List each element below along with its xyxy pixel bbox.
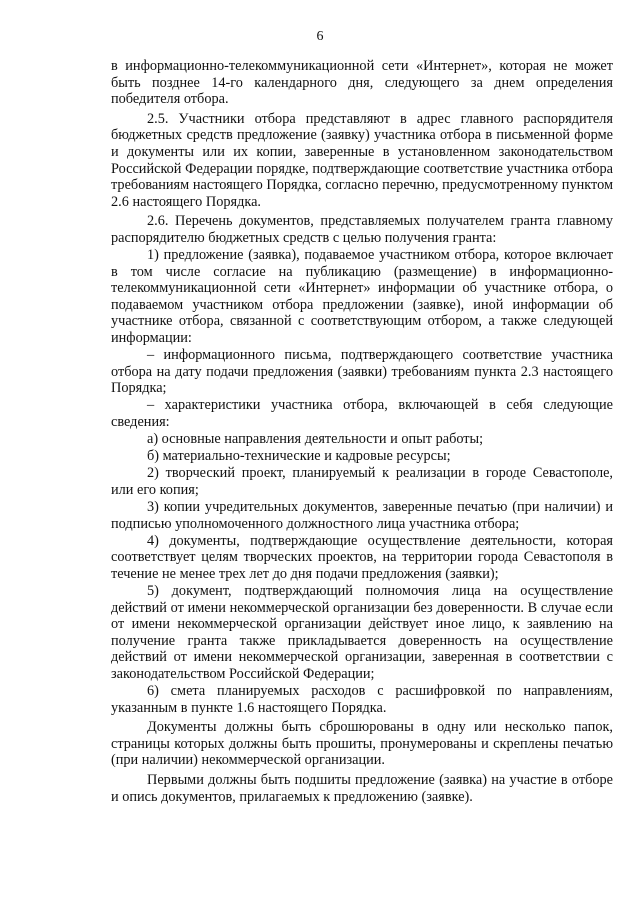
paragraph: 6) смета планируемых расходов с расшифровкой по направлениям, указанным в пункте 1.6 настоящего Порядка. — [111, 682, 613, 716]
paragraph: 5) документ, подтверждающий полномочия лица на осуществление действий от имени некоммерческой организации без доверенности. В случае если от имени некоммерческой организации действует иное лицо, к заявлению на получение гранта также прикладывается доверенность на осуществление действий от имени некоммерческой организации, заверенная в соответствии с законодательством Российской Федерации; — [111, 582, 613, 682]
paragraph: – информационного письма, подтверждающего соответствие участника отбора на дату подачи предложения (заявки) требованиям пункта 2.3 настоящего Порядка; — [111, 347, 613, 397]
paragraph: б) материально-технические и кадровые ресурсы; — [147, 448, 451, 465]
document-body — [111, 58, 613, 806]
paragraph: 4) документы, подтверждающие осуществление деятельности, которая соответствует целям творческих проектов, на территории города Севастополя в течение не менее трех лет до дня подачи предложения (заявки); — [111, 532, 613, 582]
paragraph: 1) предложение (заявка), подаваемое участником отбора, которое включает в том числе согласие на публикацию (размещение) в информационно-телекоммуникационной сети «Интернет» информации об участнике отбора, о подаваемом участником отбора предложении (заявке), иной информации об участнике отбора, связанной с соответствующим отбором, а также следующей информации: — [111, 247, 613, 346]
paragraph: Документы должны быть сброшюрованы в одну или несколько папок, страницы которых должны быть прошиты, пронумерованы и скреплены печатью (при наличии) некоммерческой организации. — [111, 719, 613, 769]
paragraph: Первыми должны быть подшиты предложение (заявка) на участие в отборе и опись документов, прилагаемых к предложению (заявке). — [111, 771, 613, 805]
paragraph: 2.6. Перечень документов, представляемых получателем гранта главному распорядителю бюджетных средств с целью получения гранта: — [111, 213, 613, 246]
paragraph: в информационно-телекоммуникационной сети «Интернет», которая не может быть позднее 14-го календарного дня, следующего за днем определения победителя отбора. — [111, 58, 613, 108]
paragraph: 3) копии учредительных документов, заверенные печатью (при наличии) и подписью уполномоченного должностного лица участника отбора; — [111, 498, 613, 532]
paragraph: 2) творческий проект, планируемый к реализации в городе Севастополе, или его копия; — [111, 465, 613, 498]
paragraph: – характеристики участника отбора, включающей в себя следующие сведения: — [111, 397, 613, 430]
paragraph: а) основные направления деятельности и опыт работы; — [147, 431, 484, 448]
paragraph: 2.5. Участники отбора представляют в адрес главного распорядителя бюджетных средств предложение (заявку) участника отбора в письменной форме и документы или их копии, заверенные в установленном законодательством Российской Федерации порядке, подтверждающие соответствие участника отбора требованиям настоящего Порядка, согласно перечню, предусмотренному пунктом 2.6 настоящего Порядка. — [111, 110, 613, 210]
page-number: 6 — [316, 29, 324, 44]
